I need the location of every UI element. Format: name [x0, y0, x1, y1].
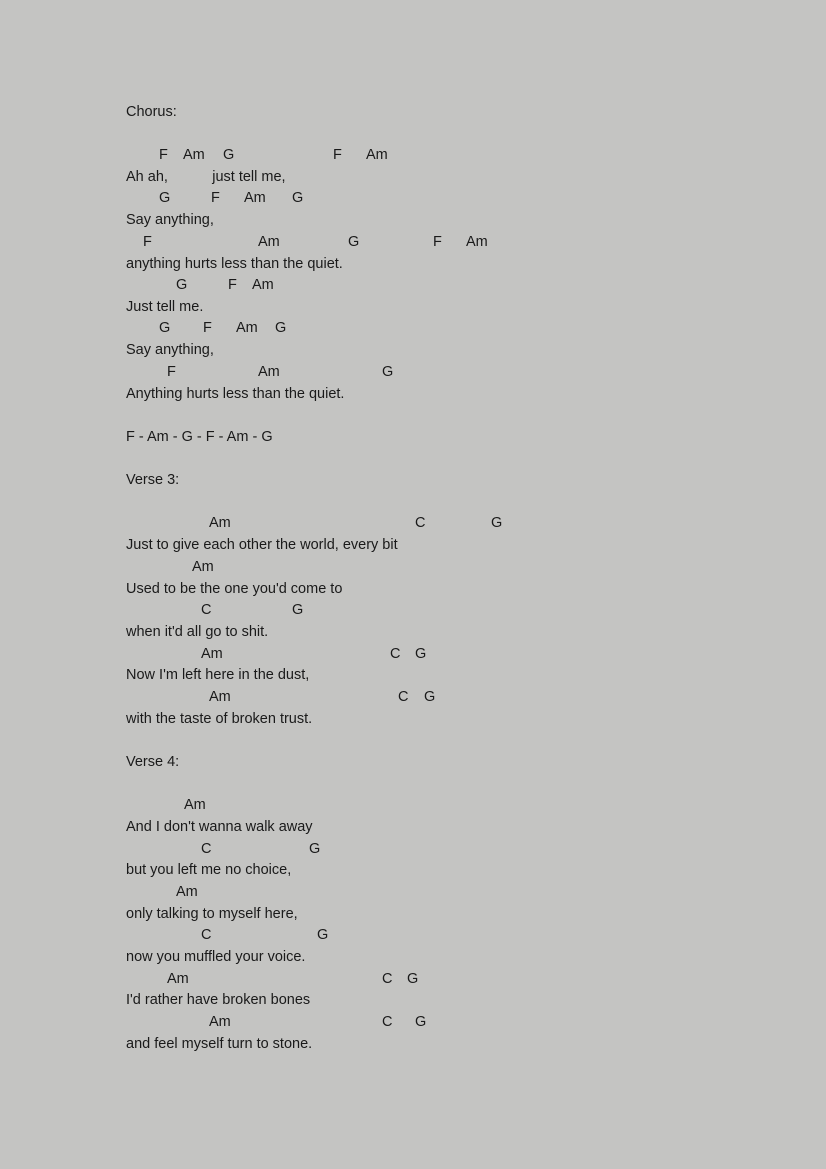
chord: Am [176, 884, 198, 900]
chord: G [317, 927, 329, 943]
chord: Am [192, 559, 214, 575]
lyric-line: only talking to myself here, [126, 906, 298, 922]
chord: G [275, 320, 287, 336]
chord: Am [209, 1014, 231, 1030]
chord: Am [201, 646, 223, 662]
chord: F [143, 234, 152, 250]
chord: G [176, 277, 188, 293]
lyric-line: and feel myself turn to stone. [126, 1036, 313, 1052]
chord: G [407, 971, 419, 987]
chord: F [433, 234, 442, 250]
lyric-line: Ah ah, just tell me, [126, 169, 286, 185]
lyric-line: Say anything, [126, 342, 214, 358]
lyric-line: Just tell me. [126, 299, 204, 315]
chord: G [292, 190, 304, 206]
lyric-line: anything hurts less than the quiet. [126, 256, 343, 272]
lyric-line: I'd rather have broken bones [126, 992, 311, 1008]
chord: C [201, 602, 212, 618]
verse3-heading: Verse 3: [126, 472, 180, 488]
chord: C [398, 689, 409, 705]
chord: F [203, 320, 212, 336]
chord: G [292, 602, 304, 618]
chord: Am [258, 364, 280, 380]
chord-row [0, 796, 826, 814]
lyric-line: when it'd all go to shit. [126, 624, 269, 640]
chord: G [415, 646, 427, 662]
chord-row [0, 514, 826, 532]
chord: C [382, 971, 393, 987]
chord-row [0, 601, 826, 619]
chord-row [0, 970, 826, 988]
chord: Am [184, 797, 206, 813]
chord: C [390, 646, 401, 662]
chord: G [223, 147, 235, 163]
lyric-line: Say anything, [126, 212, 214, 228]
chord-row [0, 688, 826, 706]
lyric-line: now you muffled your voice. [126, 949, 306, 965]
chord: G [424, 689, 436, 705]
chord: F [159, 147, 168, 163]
chord: C [201, 841, 212, 857]
chord-row [0, 189, 826, 207]
chord: Am [466, 234, 488, 250]
chord: G [348, 234, 360, 250]
chord: Am [236, 320, 258, 336]
chord-row [0, 883, 826, 901]
chord-row [0, 1013, 826, 1031]
chord: F [167, 364, 176, 380]
chord: F [228, 277, 237, 293]
chord: G [491, 515, 503, 531]
chord-row [0, 558, 826, 576]
chord-row [0, 319, 826, 337]
chord: C [415, 515, 426, 531]
chord: Am [209, 515, 231, 531]
lyric-line: Used to be the one you'd come to [126, 581, 343, 597]
lyric-line: with the taste of broken trust. [126, 711, 313, 727]
chord: G [159, 320, 171, 336]
chord-row [0, 645, 826, 663]
chorus-heading: Chorus: [126, 104, 177, 120]
chord-row [0, 363, 826, 381]
chord: Am [244, 190, 266, 206]
chord-row [0, 840, 826, 858]
chord: Am [366, 147, 388, 163]
chord-row [0, 233, 826, 251]
chord: C [382, 1014, 393, 1030]
chord-row [0, 146, 826, 164]
lyric-line: And I don't wanna walk away [126, 819, 313, 835]
chord: G [382, 364, 394, 380]
chord: F [211, 190, 220, 206]
chord: G [159, 190, 171, 206]
chord: G [309, 841, 321, 857]
chord: Am [167, 971, 189, 987]
chord: Am [183, 147, 205, 163]
lyric-line: but you left me no choice, [126, 862, 292, 878]
chord: C [201, 927, 212, 943]
lyric-line: Just to give each other the world, every bit [126, 537, 398, 553]
chord-progression: F - Am - G - F - Am - G [126, 429, 273, 445]
chord: Am [252, 277, 274, 293]
chord-row [0, 276, 826, 294]
chord: F [333, 147, 342, 163]
chord-row [0, 926, 826, 944]
chord: Am [209, 689, 231, 705]
verse4-heading: Verse 4: [126, 754, 180, 770]
lyric-line: Anything hurts less than the quiet. [126, 386, 345, 402]
lyric-line: Now I'm left here in the dust, [126, 667, 310, 683]
chord: G [415, 1014, 427, 1030]
chord: Am [258, 234, 280, 250]
